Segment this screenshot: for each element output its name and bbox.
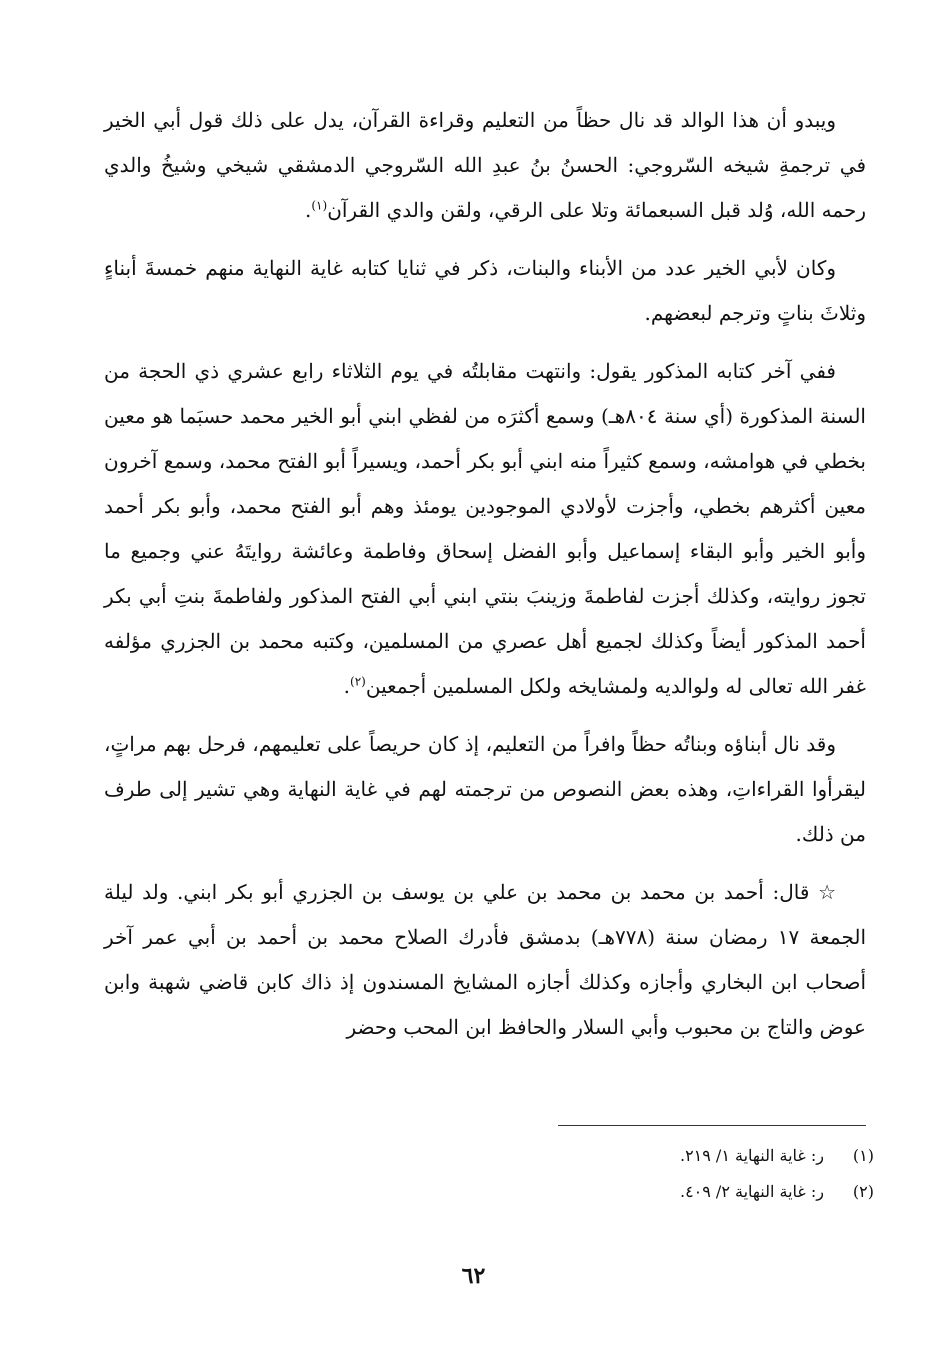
paragraph [104, 870, 866, 1050]
footnote [104, 1174, 874, 1210]
footnote-text: ر: غاية النهاية ٢/ ٤٠٩. [679, 1182, 824, 1201]
paragraph-end: . [305, 198, 312, 222]
paragraph-text: وقد نال أبناؤه وبناتُه حظاً وافراً من التعليم، إذ كان حريصاً على تعليمهم، فرحل بهم مراتٍ، ليقرأوا القراءاتِ، وهذه بعض النصوص من ترجمته لهم في غاية النهاية وهي تشير إلى طرف من ذلك [104, 732, 866, 846]
footnotes [104, 1138, 874, 1210]
footnote-number: (٢) [852, 1182, 874, 1201]
footnote-divider [558, 1125, 866, 1126]
footnote-text: ر: غاية النهاية ١/ ٢١٩. [679, 1146, 824, 1165]
paragraph-end: . [644, 301, 651, 325]
footnote-ref: (٢) [350, 674, 366, 689]
paragraph [104, 722, 866, 857]
paragraph [104, 98, 866, 233]
footnote-ref: (١) [311, 198, 328, 213]
paragraph [104, 246, 866, 336]
paragraph-end: . [343, 674, 351, 698]
paragraph-end: . [795, 822, 802, 846]
paragraph-text: وكان لأبي الخير عدد من الأبناء والبنات، ذكر في ثنايا كتابه غاية النهاية منهم خمسةَ أبناءٍ وثلاثَ بناتٍ وترجم لبعضهم [104, 256, 866, 325]
paragraph-text: ☆ قال: أحمد بن محمد بن محمد بن علي بن يوسف بن الجزري أبو بكر ابني. ولد ليلة الجمعة ١٧ رمضان سنة (٧٧٨هـ) بدمشق فأدرك الصلاح محمد بن أحمد بن أبي عمر آخر أصحاب ابن البخاري وأجازه وكذلك أجازه المشايخ المسندون إذ ذاك كابن قاضي شهبة وابن عوض والتاج بن محبوب وأبي السلار والحافظ ابن المحب وحضر [104, 880, 867, 1039]
footnote-number: (١) [852, 1146, 874, 1165]
page-number: ٦٢ [461, 1263, 486, 1289]
main-text [104, 98, 866, 1063]
paragraph [104, 349, 866, 709]
paragraph-text: ففي آخر كتابه المذكور يقول: وانتهت مقابلتُه في يوم الثلاثاء رابع عشري ذي الحجة من السنة المذكورة (أي سنة ٨٠٤هـ) وسمع أكثرَه من لفظي ابني أبو الخير محمد حسبَما هو معين بخطي في هوامشه، وسمع كثيراً منه ابني أبو بكر أحمد، ويسيراً أبو الفتح محمد، وسمع آخرون معين أكثرهم بخطي، وأجزت لأولادي الموجودين يومئذ وهم أبو الفتح محمد، وأبو بكر أحمد وأبو الخير وأبو البقاء إسماعيل وأبو الفضل إسحاق وفاطمة وعائشة روايتَهُ عني وجميع ما تجوز روايته، وكذلك أجزت لفاطمةَ وزينبَ بنتي ابني أبي الفتح المذكور ولفاطمةَ بنتِ أبي بكر أحمد المذكور أيضاً وكذلك لجميع أهل عصري من المسلمين، وكتبه محمد بن الجزري مؤلفه غفر الله تعالى له ولوالديه ولمشايخه ولكل المسلمين أجمعين [104, 359, 866, 698]
paragraph-text: ويبدو أن هذا الوالد قد نال حظاً من التعليم وقراءة القرآن، يدل على ذلك قول أبي الخير في ترجمةِ شيخه السّروجي: الحسنُ بنُ عبدِ الله السّروجي الدمشقي شيخي وشيخُ والدي رحمه الله، وُلد قبل السبعمائة وتلا على الرقي، ولقن والدي القرآن [104, 108, 866, 222]
footnote [104, 1138, 874, 1174]
